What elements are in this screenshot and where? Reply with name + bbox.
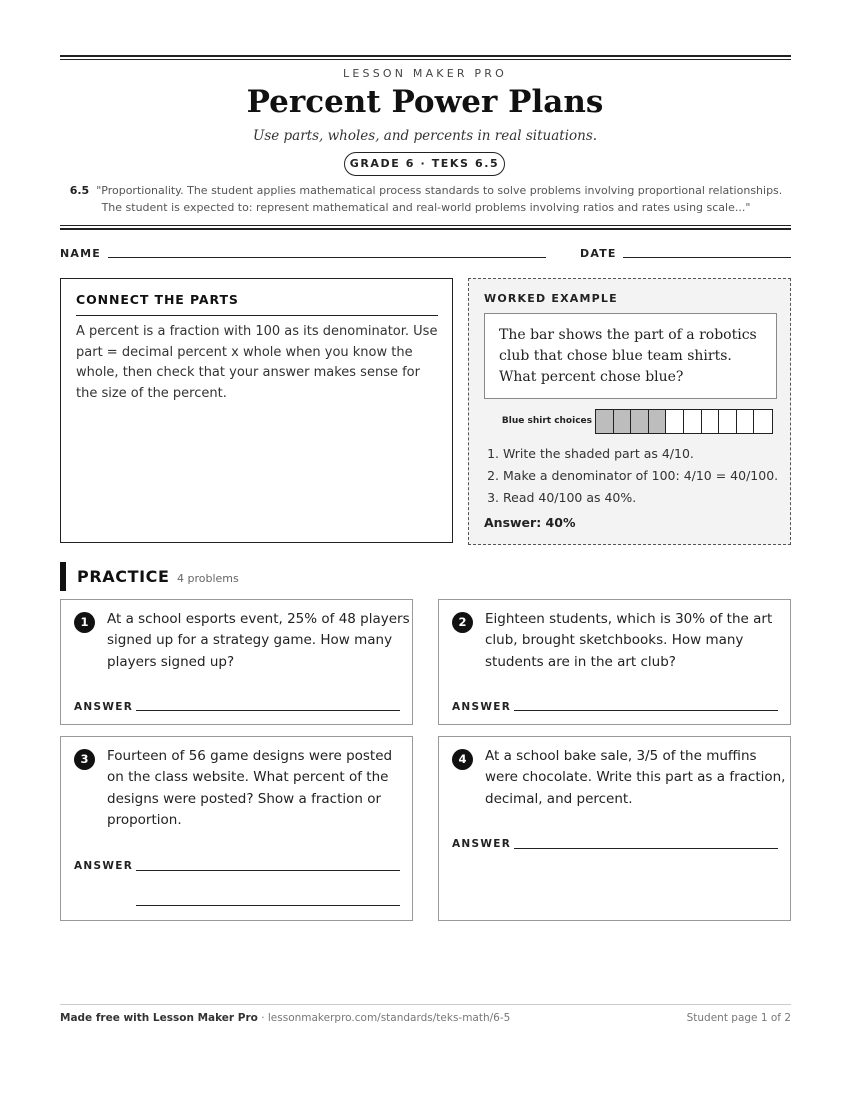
name-field[interactable] xyxy=(108,257,546,258)
problem-text: Fourteen of 56 game designs were posted on the class website. What percent of the designs were posted? Show a fraction or proportion. xyxy=(107,748,393,828)
bar-cell-empty xyxy=(719,410,737,433)
bar-cell-empty xyxy=(702,410,720,433)
step-item: 3. Read 40/100 as 40%. xyxy=(503,487,778,509)
date-label: DATE xyxy=(580,247,617,260)
problem-text: Eighteen students, which is 30% of the art club, brought sketchbooks. How many students are in the art club? xyxy=(485,611,773,670)
step-item: 1. Write the shaded part as 4/10. xyxy=(503,443,778,465)
header-bottom-rule-thin xyxy=(60,225,791,226)
worksheet-subtitle: Use parts, wholes, and percents in real situations. xyxy=(252,128,598,144)
worked-example-box xyxy=(468,278,791,545)
worked-example-prompt: The bar shows the part of a robotics club that chose blue team shirts. What percent chose blue? xyxy=(484,313,777,399)
header-bottom-rule-thick xyxy=(60,228,791,230)
answer-field[interactable] xyxy=(136,870,400,871)
brand-name: LESSON MAKER PRO xyxy=(343,67,507,80)
step-item: 2. Make a denominator of 100: 4/10 = 40/100. xyxy=(503,465,778,487)
worked-example-title: WORKED EXAMPLE xyxy=(484,292,618,305)
bar-cell-empty xyxy=(684,410,702,433)
problem-number-badge: 4 xyxy=(452,749,473,770)
answer-label: ANSWER xyxy=(74,701,134,713)
footer-page-number: Student page 1 of 2 xyxy=(686,1012,791,1024)
bar-cell-empty xyxy=(666,410,684,433)
bar-cell-shaded xyxy=(631,410,649,433)
worked-example-steps xyxy=(484,443,778,509)
name-label: NAME xyxy=(60,247,101,260)
header-top-rule-thin xyxy=(60,59,791,60)
bar-cell-shaded xyxy=(596,410,614,433)
bar-model-label: Blue shirt choices xyxy=(501,416,592,426)
bar-cell-shaded xyxy=(649,410,667,433)
practice-count: 4 problems xyxy=(177,572,239,585)
answer-field[interactable] xyxy=(514,848,778,849)
footer-separator: · xyxy=(257,1012,268,1024)
bar-cell-empty xyxy=(737,410,755,433)
connect-body: A percent is a fraction with 100 as its denominator. Use part = decimal percent x whole when you know the whole, then check that your answer makes sense for the size of the percent. xyxy=(76,324,438,401)
problem-number-badge: 1 xyxy=(74,612,95,633)
problem-number-badge: 2 xyxy=(452,612,473,633)
answer-field[interactable] xyxy=(514,710,778,711)
bar-cell-empty xyxy=(754,410,772,433)
header-top-rule-thick xyxy=(60,55,791,57)
problem-card-1 xyxy=(60,599,413,725)
practice-title: PRACTICE xyxy=(77,567,170,586)
worksheet-title: Percent Power Plans xyxy=(246,84,604,120)
problem-card-2 xyxy=(438,599,791,725)
footer-rule xyxy=(60,1004,791,1005)
bar-model xyxy=(595,409,773,434)
answer-field[interactable] xyxy=(136,710,400,711)
problem-card-4 xyxy=(438,736,791,921)
footer-made-with: Made free with Lesson Maker Pro xyxy=(60,1012,258,1024)
connect-the-parts-box xyxy=(60,278,453,543)
problem-text: At a school bake sale, 3/5 of the muffins were chocolate. Write this part as a fraction, decimal, and percent. xyxy=(485,748,786,807)
footer-url-link[interactable]: lessonmakerpro.com/standards/teks-math/6-5 xyxy=(267,1012,511,1024)
standard-code: 6.5 xyxy=(69,184,90,197)
practice-accent-bar xyxy=(60,562,66,591)
answer-field-second-line[interactable] xyxy=(136,905,400,906)
worked-example-answer: Answer: 40% xyxy=(484,515,576,530)
answer-label: ANSWER xyxy=(452,838,512,850)
answer-label: ANSWER xyxy=(74,860,134,872)
bar-cell-shaded xyxy=(614,410,632,433)
answer-label: ANSWER xyxy=(452,701,512,713)
problem-card-3 xyxy=(60,736,413,921)
grade-badge: GRADE 6 · TEKS 6.5 xyxy=(344,152,505,176)
standard-description xyxy=(66,182,786,216)
date-field[interactable] xyxy=(623,257,791,258)
standard-text: "Proportionality. The student applies mathematical process standards to solve problems involving proportional relationships. The student is expected to: represent mathematical and real-world problems involving ratios and rates using scale..." xyxy=(96,184,783,214)
problem-number-badge: 3 xyxy=(74,749,95,770)
problem-text: At a school esports event, 25% of 48 players signed up for a strategy game. How many players signed up? xyxy=(107,611,410,670)
footer-credit xyxy=(60,1012,510,1024)
connect-title-underline xyxy=(76,315,438,316)
connect-title: CONNECT THE PARTS xyxy=(76,292,239,307)
